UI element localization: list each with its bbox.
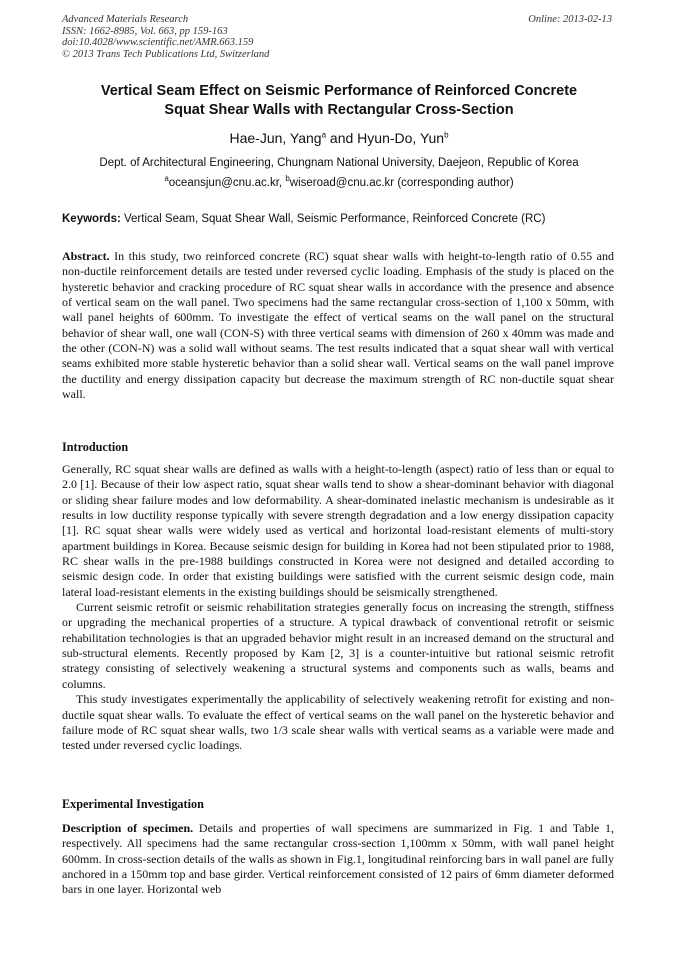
- keywords-label: Keywords:: [62, 213, 121, 225]
- introduction-paragraph-1: Generally, RC squat shear walls are defined as walls with a height-to-length (aspect) ratio of less than or equal to 2.0 [1]. Because of their low aspect ratio, squat shear walls tend to show a shear-dominant behavior with diagonal or sliding shear failure modes and low deformability. A shear-dominated inelastic mechanism is undesirable as it results in low ductility response typically with severe strength degradation and a low energy dissipation capacity [1]. RC squat shear walls were widely used as vertical and horizontal load-resistant elements of multi-story apartment buildings in Korea. Because seismic design for building in Korea had not been stipulated prior to 1988, RC shear walls in the pre-1988 buildings constructed in Korea were not designed and detailed according to seismic design code. In order that existing buildings were satisfied with the current seismic design code, main lateral load-resistant elements in the existing buildings should be seismically strengthened.: [62, 462, 614, 599]
- email-a: oceansjun@cnu.ac.kr,: [168, 177, 286, 189]
- keywords: [62, 213, 616, 225]
- author-2: Hyun-Do, Yun: [357, 130, 445, 146]
- author-2-superscript: b: [444, 130, 449, 140]
- affiliation: Dept. of Architectural Engineering, Chungnam National University, Daejeon, Republic of Korea: [99, 157, 579, 169]
- journal-header: [62, 14, 269, 60]
- introduction-heading: Introduction: [62, 440, 129, 454]
- email-b-superscript: b: [285, 174, 290, 184]
- author-1-superscript: a: [321, 130, 327, 140]
- keywords-text: Vertical Seam, Squat Shear Wall, Seismic Performance, Reinforced Concrete (RC): [120, 213, 546, 225]
- author-emails: [0, 174, 678, 189]
- experimental-heading: Experimental Investigation: [62, 797, 204, 811]
- introduction-paragraph-2: Current seismic retrofit or seismic rehabilitation strategies generally focus on increasing the strength, stiffness or upgrading the mechanical properties of a structure. A typical drawback of conventional retrofit or seismic rehabilitation technologies is that an upgraded behavior might result in an increased demand on the structural and sub-structural elements. Recently proposed by Kam [2, 3] is a counter-intuitive but rational seismic retrofit strategy consisting of selectively weakening a structural systems and components such as walls, beams and columns.: [62, 600, 614, 691]
- journal-copyright: © 2013 Trans Tech Publications Ltd, Switzerland: [62, 48, 270, 60]
- abstract-text: In this study, two reinforced concrete (RC) squat shear walls with height-to-length ratio of 0.55 and non-ductile reinforcement details are tested under reversed cyclic loading. Emphasis of the study is placed on the hysteretic behavior and cracking procedure of RC squat shear walls in accordance with the presence and absence of vertical seam on the wall panel. Two specimens had the same rectangular cross-section of 1,100 x 50mm, with wall panel heights of 600mm. To investigate the effect of vertical seams on the wall panel on the structural behavior of shear wall, one wall (CON-S) with three vertical seams with dimension of 260 x 40mm was made and the other (CON-N) was a solid wall without seams. The test results indicated that a squat shear wall with vertical seams exhibited more stable hysteretic behavior than a solid shear wall. Vertical seams on the wall panel improve the ductility and energy dissipation capacity but decrease the maximum strength of RC non-ductile squat shear wall.: [62, 249, 614, 402]
- abstract-label: Abstract.: [62, 249, 110, 263]
- experimental-body: [62, 821, 614, 898]
- online-date: Online: 2013-02-13: [528, 14, 612, 25]
- title-line-2: Squat Shear Walls with Rectangular Cross-Section: [164, 101, 514, 118]
- email-a-superscript: a: [164, 174, 169, 184]
- experimental-paragraph-1: Details and properties of wall specimens are summarized in Fig. 1 and Table 1, respectively. All specimens had the same rectangular cross-section 1,100mm x 50mm, with wall panel height 600mm. In cross-section details of the walls as shown in Fig.1, longitudinal reinforcing bars in wall panel are fully anchored in a 150mm top and base girder. Vertical reinforcement consisted of 12 pairs of 6mm diameter deformed bars in one layer. Horizontal web: [62, 821, 614, 897]
- introduction-body: [62, 462, 614, 754]
- author-list: [0, 130, 678, 146]
- journal-doi: doi:10.4028/www.scientific.net/AMR.663.159: [62, 37, 254, 48]
- specimen-lead: Description of specimen.: [62, 821, 194, 835]
- title-line-1: Vertical Seam Effect on Seismic Performance of Reinforced Concrete: [100, 83, 578, 99]
- introduction-paragraph-3: This study investigates experimentally the applicability of selectively weakening retrofit for existing and non-ductile squat shear walls. To evaluate the effect of vertical seams on the wall panel on the hysteretic behavior and failure mode of RC squat shear walls, two 1/3 scale shear walls with vertical seams as a variable were made and tested under reversed cyclic loadings.: [62, 692, 614, 753]
- paper-title: [52, 82, 626, 119]
- journal-issn: ISSN: 1662-8985, Vol. 663, pp 159-163: [62, 25, 228, 37]
- author-1: Hae-Jun, Yang: [229, 130, 322, 146]
- abstract: [62, 249, 614, 402]
- author-conjunction: and: [326, 130, 358, 146]
- email-b: wiseroad@cnu.ac.kr (corresponding author): [289, 177, 514, 189]
- journal-name: Advanced Materials Research: [62, 14, 189, 25]
